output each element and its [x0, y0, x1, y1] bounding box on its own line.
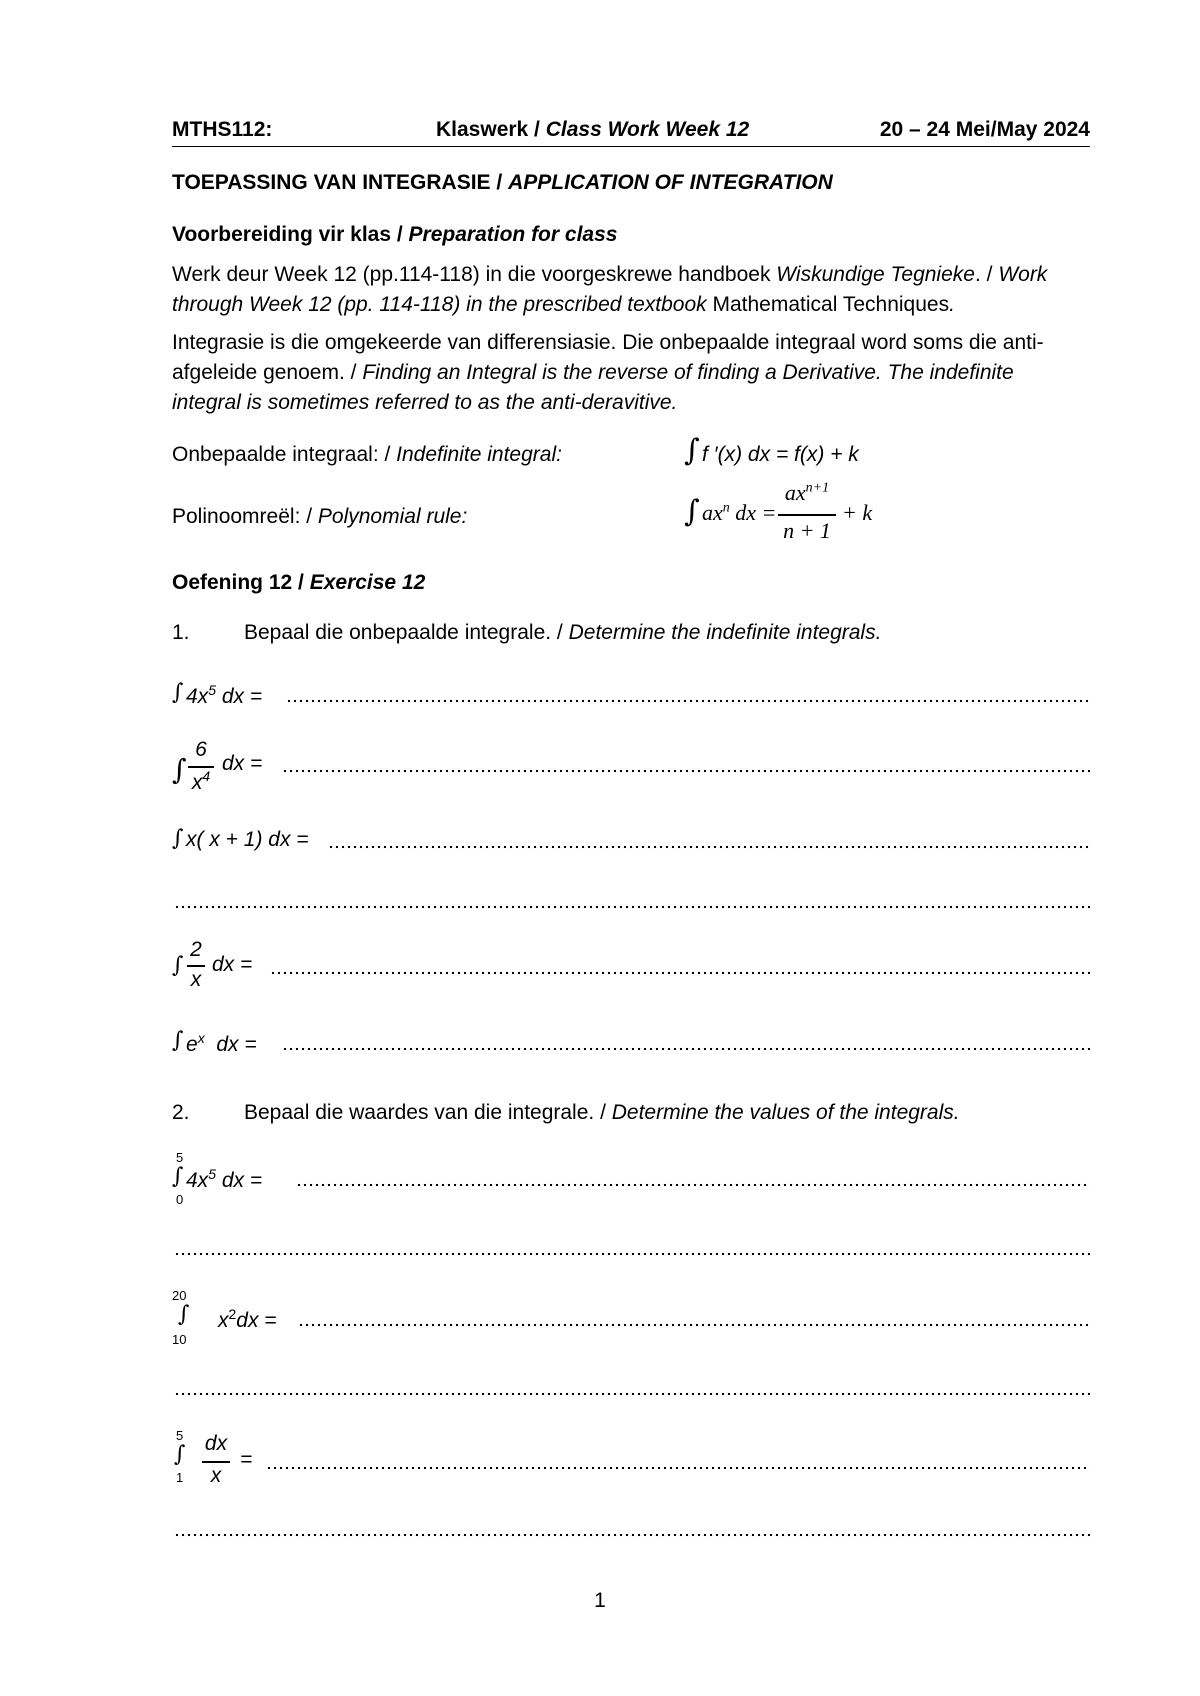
question-1-text: [244, 618, 881, 648]
prep-p1-b: Wiskundige Tegnieke: [776, 263, 975, 286]
integral-sign-icon: ∫: [178, 1302, 190, 1327]
q1c-expression: x( x + 1) dx =: [186, 828, 309, 851]
prep-p2-c: Finding an Integral is the reverse of finding a Derivative. The indefinite: [362, 361, 1014, 384]
q1a-coef: 4x: [186, 685, 209, 708]
q2b-exp: 2: [228, 1306, 237, 1322]
question-2-number: 2.: [172, 1101, 190, 1124]
q2a-lower-limit: 0: [176, 1192, 184, 1207]
poly-num: ax: [784, 480, 806, 505]
integral-sign-icon: ∫: [172, 753, 187, 786]
prep-heading: [172, 220, 617, 250]
exercise-heading-en: Exercise 12: [309, 571, 426, 594]
integral-sign-icon: ∫: [684, 494, 700, 529]
integral-sign-icon: ∫: [172, 1028, 184, 1053]
prep-p2-b: afgeleide genoem. /: [172, 361, 363, 384]
q2b-upper-limit: 20: [172, 1288, 187, 1303]
q2c-numerator: dx: [204, 1432, 228, 1455]
q2a-upper-limit: 5: [176, 1150, 184, 1165]
integral-sign-icon: ∫: [172, 826, 184, 851]
fraction-bar: [187, 965, 205, 967]
question-1-number: 1.: [172, 621, 190, 644]
prep-p1-d: Work: [998, 263, 1048, 286]
header-title: [436, 118, 749, 142]
q1b-denominator: [188, 768, 214, 795]
q2c-tail: =: [240, 1448, 253, 1471]
poly-lhs-exp: n: [722, 500, 730, 516]
q2a-tail: dx =: [221, 1169, 263, 1192]
prep-p1-a: Werk deur Week 12 (pp.114-118) in die voorgeskrewe handboek: [172, 263, 777, 286]
q1a-expression: [186, 682, 262, 709]
indefinite-rule-label-af: Onbepaalde integraal: /: [172, 443, 397, 466]
answer-line-q2a-cont[interactable]: [174, 1252, 1090, 1256]
fraction-bar: [778, 514, 836, 516]
prep-paragraph-2: [172, 328, 1090, 418]
q1e-exp: x: [197, 1030, 205, 1046]
integral-sign-icon: ∫: [172, 680, 184, 705]
poly-lhs: ax: [702, 500, 723, 525]
q1a-exp: 5: [208, 682, 216, 698]
answer-line-q2b[interactable]: [298, 1323, 1090, 1327]
prep-heading-af: Voorbereiding vir klas /: [172, 223, 409, 246]
q2-text-af: Bepaal die waardes van die integrale. /: [244, 1101, 612, 1124]
header-date: 20 – 24 Mei/May 2024: [879, 118, 1090, 141]
prep-paragraph-1: [172, 260, 1090, 320]
answer-line-q1d[interactable]: [270, 971, 1090, 975]
answer-line-q2b-cont[interactable]: [174, 1392, 1090, 1396]
q1a-tail: dx =: [221, 685, 263, 708]
q1-text-af: Bepaal die onbepaalde integrale. /: [244, 621, 569, 644]
polynomial-rule-denominator: n + 1: [783, 518, 831, 543]
question-2-text: [244, 1098, 960, 1128]
page-title-en: APPLICATION OF INTEGRATION: [508, 171, 833, 194]
q1e-tail: dx =: [216, 1033, 257, 1056]
q1e-expression: [186, 1030, 257, 1057]
course-code: MTHS112:: [172, 118, 273, 141]
q2a-coef: 4x: [186, 1169, 209, 1192]
q2a-exp: 5: [208, 1166, 216, 1182]
q2-text-en: Determine the values of the integrals.: [611, 1101, 960, 1124]
q1b-tail: dx =: [222, 752, 263, 775]
page-title-af: TOEPASSING VAN INTEGRASIE /: [172, 171, 509, 194]
indefinite-rule-label-en: Indefinite integral:: [396, 443, 562, 466]
polynomial-rule-label: [172, 502, 467, 532]
fraction-bar: [202, 1461, 230, 1463]
integral-sign-icon: ∫: [172, 953, 184, 978]
page-header: [172, 116, 1090, 147]
q1b-den: x: [191, 771, 203, 794]
answer-line-q2a[interactable]: [296, 1183, 1090, 1187]
prep-p1-c: . /: [974, 263, 999, 286]
answer-line-q2c-cont[interactable]: [174, 1533, 1090, 1537]
q1d-tail: dx =: [212, 953, 253, 976]
q2b-lower-limit: 10: [172, 1332, 187, 1347]
answer-line-q1a[interactable]: [286, 699, 1090, 703]
header-title-en: Class Work Week 12: [545, 118, 750, 141]
answer-line-q2c[interactable]: [266, 1466, 1090, 1470]
q2c-lower-limit: 1: [176, 1470, 184, 1485]
q2a-expression: [186, 1166, 262, 1193]
polynomial-rule-lhs: [702, 500, 776, 526]
prep-heading-en: Preparation for class: [408, 223, 618, 246]
prep-p1-e: through Week 12 (pp. 114-118) in the prescribed textbook: [172, 293, 713, 316]
q2c-denominator: x: [210, 1464, 222, 1487]
q1d-numerator: 2: [190, 938, 202, 961]
q2c-upper-limit: 5: [176, 1428, 184, 1443]
answer-line-q1b[interactable]: [282, 769, 1090, 773]
q2b-tail: dx =: [236, 1309, 277, 1332]
poly-num-exp: n+1: [805, 480, 830, 496]
header-title-af: Klaswerk /: [436, 118, 546, 141]
prep-p1-g: .: [949, 293, 955, 316]
q2b-base: x: [218, 1309, 229, 1332]
indefinite-rule-label: [172, 440, 562, 470]
integral-sign-icon: ∫: [172, 1164, 184, 1189]
q1e-base: e: [186, 1033, 198, 1056]
integral-sign-icon: ∫: [174, 1442, 186, 1467]
q1d-denominator: x: [190, 968, 202, 991]
polynomial-rule-label-af: Polinoomreël: /: [172, 505, 318, 528]
polynomial-rule-tail: + k: [842, 500, 873, 525]
polynomial-rule-label-en: Polynomial rule:: [317, 505, 468, 528]
indefinite-rule-formula: f ′(x) dx = f(x) + k: [702, 443, 859, 466]
exercise-heading-af: Oefening 12 /: [172, 571, 310, 594]
exercise-heading: [172, 568, 425, 598]
prep-p2-d: integral is sometimes referred to as the anti-deravitive.: [172, 391, 678, 414]
q1-text-en: Determine the indefinite integrals.: [568, 621, 882, 644]
polynomial-rule-numerator: [778, 480, 836, 506]
answer-line-q1e[interactable]: [282, 1047, 1090, 1051]
q2b-expression: [218, 1306, 277, 1333]
answer-line-q1c[interactable]: [328, 845, 1090, 849]
q1b-numerator: 6: [195, 738, 207, 761]
integral-sign-icon: ∫: [684, 433, 700, 468]
page-title: [172, 168, 833, 198]
prep-p1-f: Mathematical Techniques: [712, 293, 950, 316]
q1b-den-exp: 4: [202, 768, 211, 784]
poly-dx: dx =: [735, 500, 777, 525]
prep-p2-a: Integrasie is die omgekeerde van differensiasie. Die onbepaalde integraal word soms die anti-: [172, 331, 1044, 354]
page-number: 1: [594, 1589, 606, 1612]
answer-line-q1c-cont[interactable]: [174, 905, 1090, 909]
